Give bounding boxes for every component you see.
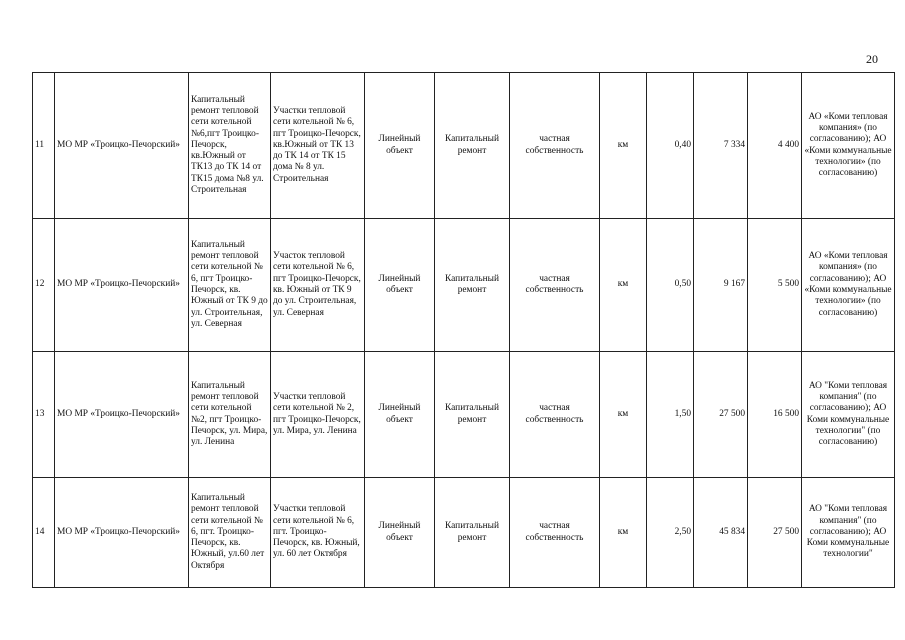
- work-type-cell: Капитальный ремонт: [435, 352, 510, 478]
- municipality-cell: МО МР «Троицко-Печорский»: [55, 352, 189, 478]
- funding-cell: 16 500: [748, 352, 802, 478]
- project-name-cell: Капитальный ремонт тепловой сети котельной № 6, пгт Троицко-Печорск, кв. Южный от ТК 9 до ул. Строительная, ул. Северная: [189, 219, 271, 352]
- responsible-cell: АО "Коми тепловая компания" (по согласованию); АО Коми коммунальные технологии" (по согласованию): [802, 352, 895, 478]
- unit-cell: км: [600, 478, 647, 588]
- table-row: [33, 219, 895, 352]
- length-cell: 0,50: [647, 219, 694, 352]
- object-type-cell: Линейный объект: [365, 478, 435, 588]
- work-type-cell: Капитальный ремонт: [435, 73, 510, 219]
- municipality-cell: МО МР «Троицко-Печорский»: [55, 73, 189, 219]
- cost-cell: 27 500: [694, 352, 748, 478]
- section-cell: Участки тепловой сети котельной № 6, пгт Троицко-Печорск, кв.Южный от ТК 13 до ТК 14 от ТК 15 дома № 8 ул. Строительная: [271, 73, 365, 219]
- cost-cell: 7 334: [694, 73, 748, 219]
- ownership-cell: частная собственность: [510, 478, 600, 588]
- section-cell: Участки тепловой сети котельной № 2, пгт Троицко-Печорск, ул. Мира, ул. Ленина: [271, 352, 365, 478]
- cost-cell: 45 834: [694, 478, 748, 588]
- object-type-cell: Линейный объект: [365, 352, 435, 478]
- project-name-cell: Капитальный ремонт тепловой сети котельной № 6, пгт. Троицко-Печорск, кв. Южный, ул.60 лет Октября: [189, 478, 271, 588]
- municipality-cell: МО МР «Троицко-Печорский»: [55, 478, 189, 588]
- responsible-cell: АО «Коми тепловая компания» (по согласованию); АО «Коми коммунальные технологии» (по согласованию): [802, 219, 895, 352]
- unit-cell: км: [600, 352, 647, 478]
- infrastructure-table: [32, 72, 895, 588]
- work-type-cell: Капитальный ремонт: [435, 478, 510, 588]
- table-row: [33, 478, 895, 588]
- funding-cell: 27 500: [748, 478, 802, 588]
- project-name-cell: Капитальный ремонт тепловой сети котельной №6,пгт Троицко-Печорск, кв.Южный от ТК13 до ТК 14 от ТК15 дома №8 ул. Строительная: [189, 73, 271, 219]
- row-number: 14: [33, 478, 55, 588]
- length-cell: 2,50: [647, 478, 694, 588]
- row-number: 13: [33, 352, 55, 478]
- ownership-cell: частная собственность: [510, 73, 600, 219]
- project-name-cell: Капитальный ремонт тепловой сети котельной №2, пгт Троицко-Печорск, ул. Мира, ул. Ленина: [189, 352, 271, 478]
- work-type-cell: Капитальный ремонт: [435, 219, 510, 352]
- funding-cell: 4 400: [748, 73, 802, 219]
- municipality-cell: МО МР «Троицко-Печорский»: [55, 219, 189, 352]
- cost-cell: 9 167: [694, 219, 748, 352]
- unit-cell: км: [600, 73, 647, 219]
- length-cell: 1,50: [647, 352, 694, 478]
- row-number: 12: [33, 219, 55, 352]
- responsible-cell: АО «Коми тепловая компания» (по согласованию); АО «Коми коммунальные технологии» (по согласованию): [802, 73, 895, 219]
- ownership-cell: частная собственность: [510, 352, 600, 478]
- section-cell: Участки тепловой сети котельной № 6, пгт. Троицко-Печорск, кв. Южный, ул. 60 лет Октября: [271, 478, 365, 588]
- unit-cell: км: [600, 219, 647, 352]
- table-row: [33, 73, 895, 219]
- object-type-cell: Линейный объект: [365, 219, 435, 352]
- section-cell: Участок тепловой сети котельной № 6, пгт Троицко-Печорск, кв. Южный от ТК 9 до ул. Строительная, ул. Северная: [271, 219, 365, 352]
- responsible-cell: АО "Коми тепловая компания" (по согласованию); АО Коми коммунальные технологии": [802, 478, 895, 588]
- row-number: 11: [33, 73, 55, 219]
- object-type-cell: Линейный объект: [365, 73, 435, 219]
- ownership-cell: частная собственность: [510, 219, 600, 352]
- funding-cell: 5 500: [748, 219, 802, 352]
- page-number: 20: [866, 52, 878, 66]
- table-row: [33, 352, 895, 478]
- length-cell: 0,40: [647, 73, 694, 219]
